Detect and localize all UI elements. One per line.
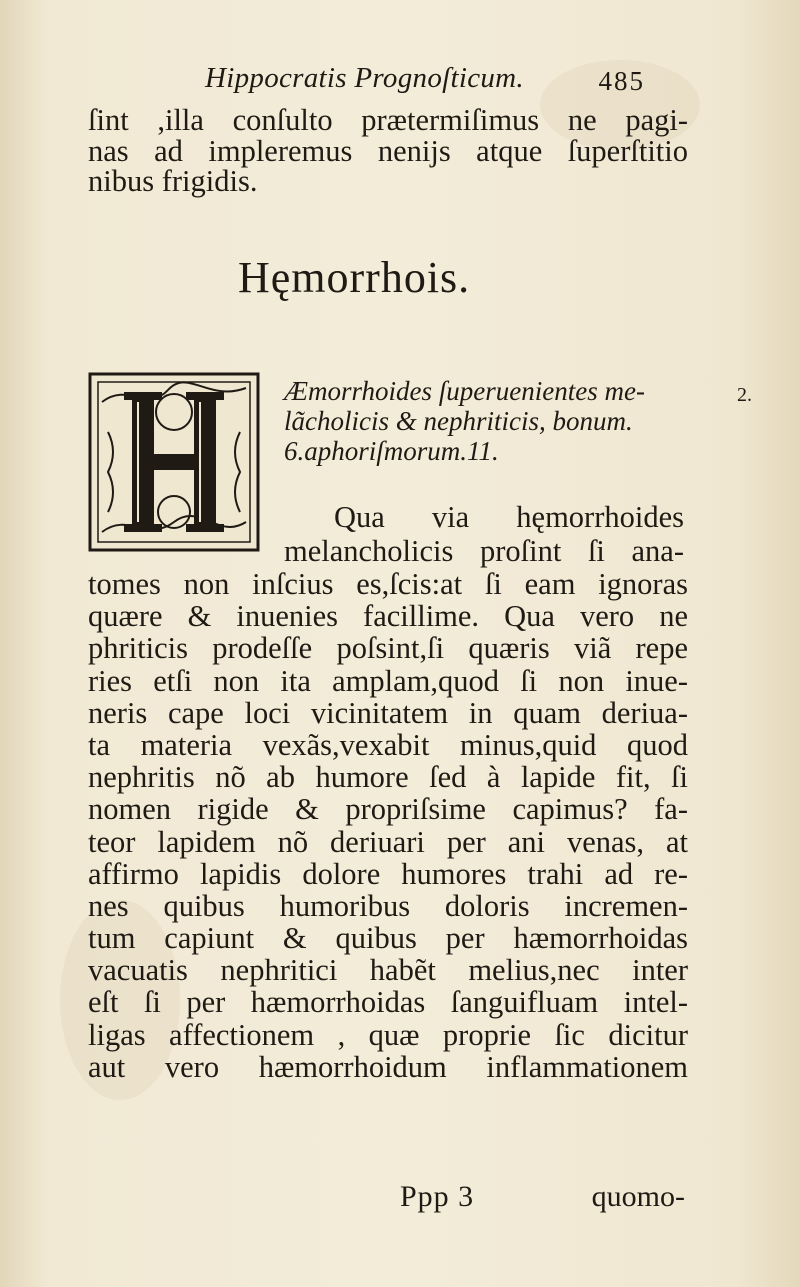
text-line: affirmo lapidis dolore humores trahi ad re- (88, 856, 688, 891)
text-line: nibus frigidis. (88, 164, 258, 198)
text-line: nephritis nõ ab humore ſed à lapide fit, ſi (88, 760, 688, 795)
aphorism-quote (284, 376, 684, 466)
text-line: phriticis prodeſſe poſsint,ſi quæris viã repe (88, 631, 688, 666)
margin-number: 2. (737, 384, 752, 406)
text-line: quære & inuenies facillime. Qua vero ne (88, 599, 688, 634)
decorated-initial-h (88, 372, 260, 552)
body-paragraph (88, 568, 688, 1083)
text-line: ries etſi non ita amplam,quod ſi non inue- (88, 663, 688, 698)
text-line: tomes non inſcius es,ſcis:at ſi eam ignoras (88, 567, 688, 601)
text-line: tum capiunt & quibus per hæmorrhoidas (88, 921, 688, 956)
text-line: nomen rigide & propriſsime capimus? fa- (88, 792, 688, 827)
text-line: nes quibus humoribus doloris incremen- (88, 888, 688, 923)
catchword: quomo- (591, 1180, 685, 1213)
top-paragraph (88, 105, 688, 197)
text-line: eſt ſi per hæmorrhoidas ſanguifluam intel- (88, 985, 688, 1020)
running-head (205, 62, 645, 102)
text-line: melancholicis proſint ſi ana- (284, 534, 684, 568)
text-line: nas ad impleremus nenijs atque ſuperſtitio (88, 133, 688, 168)
aphorism-line: Æmorrhoides ſuperuenientes me- (284, 376, 645, 406)
text-line: neris cape loci vicinitatem in quam deriua- (88, 695, 688, 730)
indented-lines (284, 500, 684, 568)
signature-mark: Ppp 3 (400, 1180, 475, 1213)
section-heading: Hęmorrhois. (238, 253, 471, 302)
text-line: vacuatis nephritici habẽt melius,nec inter (88, 953, 688, 988)
text-line: ligas affectionem , quæ proprie ſic dicitur (88, 1017, 688, 1052)
text-line: teor lapidem nõ deriuari per ani venas, at (88, 824, 688, 859)
text-line: ta materia vexãs,vexabit minus,quid quod (88, 727, 688, 762)
text-line: Qua via hęmorrhoides (334, 500, 684, 534)
text-line: aut vero hæmorrhoidum inflammationem (88, 1049, 688, 1084)
page-footer (400, 1180, 685, 1220)
page-number: 485 (598, 66, 645, 96)
aphorism-line: lãcholicis & nephriticis, bonum. (284, 406, 633, 436)
text-line: ſint ,illa conſulto prætermiſimus ne pagi- (88, 103, 688, 137)
aphorism-line: 6.aphoriſmorum.11. (284, 436, 499, 466)
running-title: Hippocratis Prognoſticum. (205, 62, 524, 94)
